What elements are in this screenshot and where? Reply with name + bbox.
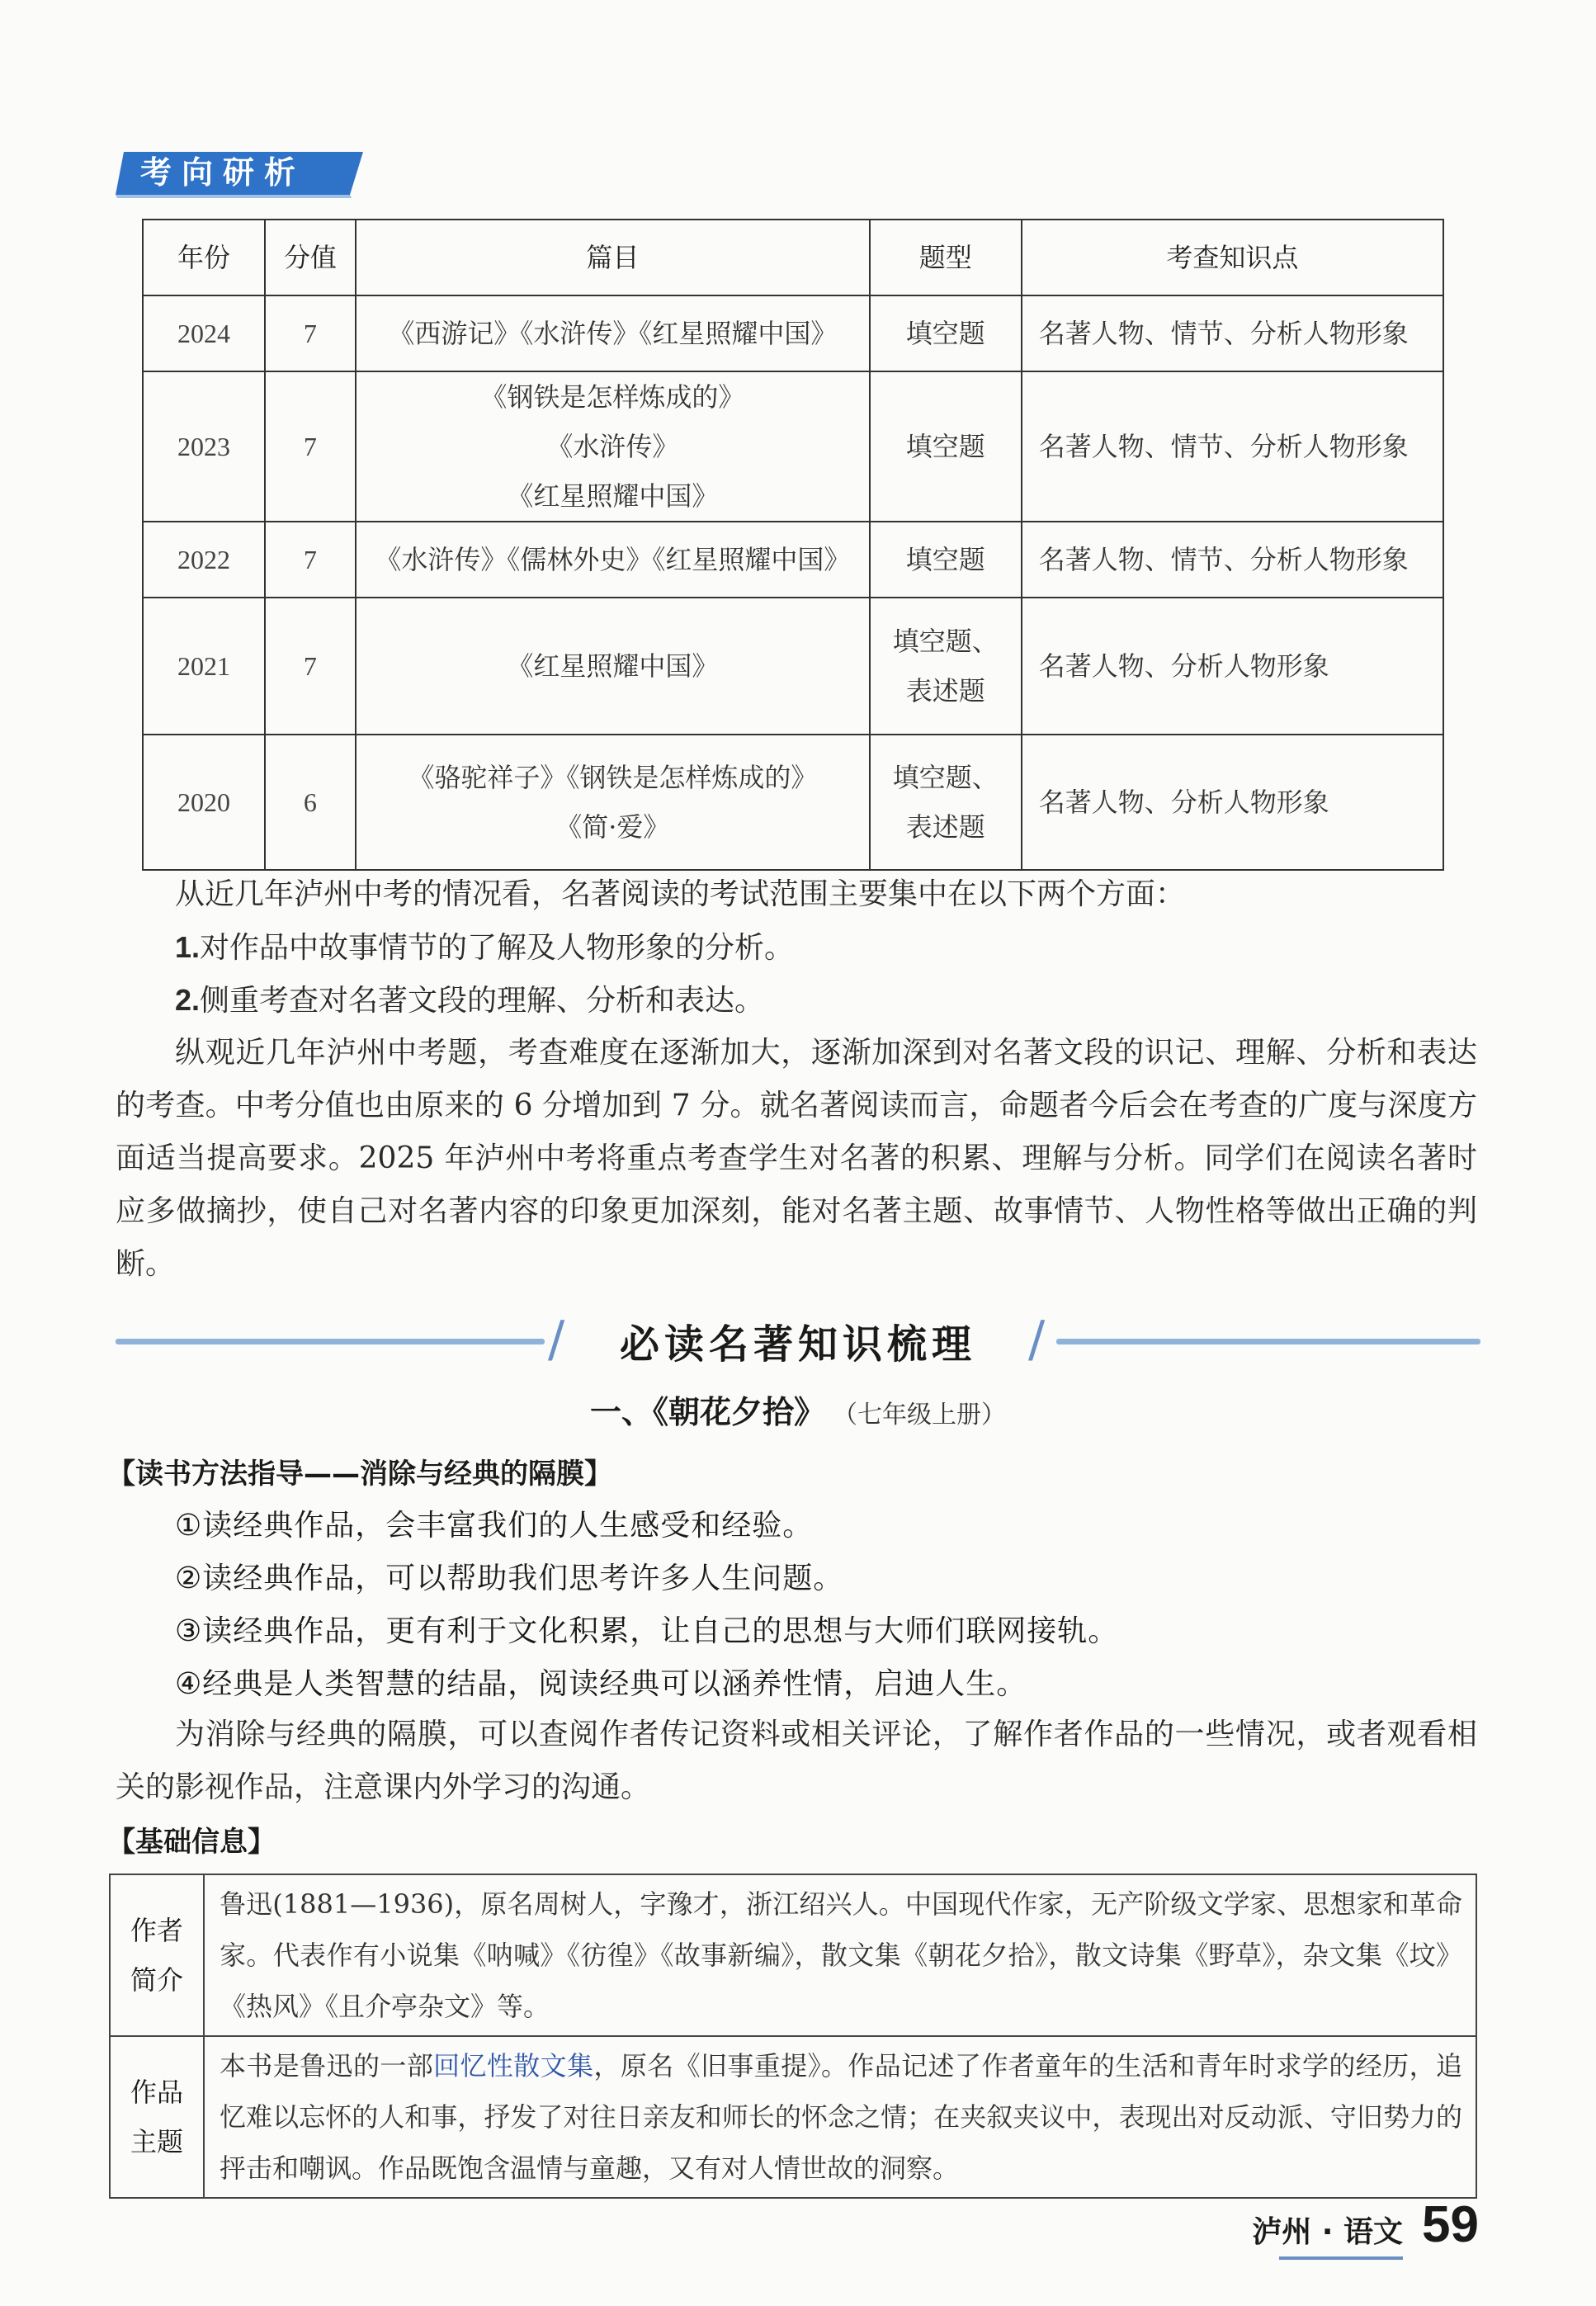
works-cell: [356, 522, 870, 598]
year-cell: 2022: [143, 522, 265, 598]
qtype-cell: [870, 598, 1022, 735]
analysis-point-1: [116, 921, 1477, 975]
qtype-cell: [870, 735, 1022, 870]
points-cell: 名著人物、情节、分析人物形象: [1022, 522, 1443, 598]
header-question-type: 题型: [870, 220, 1022, 295]
qtype-text: 填空题、: [892, 762, 999, 793]
points-cell: 名著人物、情节、分析人物形象: [1022, 295, 1443, 371]
qtype-text: 填空题、: [892, 626, 999, 657]
work-title: 《西游记》《水浒传》《红星照耀中国》: [388, 318, 838, 349]
book-title: [0, 1387, 1596, 1432]
qtype-text: 填空题: [905, 431, 985, 462]
author-intro: 鲁迅(1881—1936)，原名周树人，字豫才，浙江绍兴人。中国现代作家，无产阶级文学家、思想家和革命家。代表作有小说集《呐喊》《彷徨》《故事新编》，散文集《朝花夕拾》，散文诗集《野草》，杂文集《坟》《热风》《且介亭杂文》等。: [204, 1874, 1476, 2036]
analysis-intro: 从近几年泸州中考的情况看，名著阅读的考试范围主要集中在以下两个方面：: [175, 877, 1186, 911]
work-title: 《水浒传》: [546, 431, 679, 462]
qtype-cell: [870, 522, 1022, 598]
analysis-summary: 纵观近几年泸州中考题，考查难度在逐渐加大，逐渐加深到对名著文段的识记、理解、分析和表达的考查。中考分值也由原来的 6 分增加到 7 分。就名著阅读而言，命题者今后会在考查的广度与深度方面适当提高要求。2025 年泸州中考将重点考查学生对名著的积累、理解与分析。同学们在阅读名著时应多做摘抄，使自己对名著内容的印象更加深刻，能对名著主题、故事情节、人物性格等做出正确的判断。: [116, 1036, 1477, 1281]
method-item: ②读经典作品，可以帮助我们思考许多人生问题。: [175, 1562, 844, 1595]
book-grade: （七年级上册）: [845, 1401, 1006, 1429]
section-tag-label: 考向研析: [140, 154, 306, 191]
section-tag: [116, 147, 363, 198]
work-title: 《红星照耀中国》: [507, 480, 719, 512]
point-text: 对作品中故事情节的了解及人物形象的分析。: [200, 931, 795, 965]
point-number: 1.: [175, 930, 201, 964]
banner-slash-right: /: [1028, 1311, 1046, 1368]
work-title: 《简·爱》: [555, 811, 670, 843]
header-knowledge-points: 考查知识点: [1022, 220, 1443, 295]
page-footer: [1149, 2195, 1479, 2261]
qtype-cell: [870, 371, 1022, 522]
label-line: 作者: [130, 1915, 183, 1946]
method-item: ①读经典作品，会丰富我们的人生感受和经验。: [175, 1509, 814, 1543]
footer-label: 泸州 · 语文: [1252, 2215, 1403, 2249]
label-line: 主题: [130, 2126, 183, 2157]
qtype-text: 填空题: [905, 544, 985, 575]
exam-analysis-table: [142, 219, 1444, 871]
table-row: [110, 1874, 1476, 2036]
qtype-text: 表述题: [905, 675, 985, 706]
year-cell: 2024: [143, 295, 265, 371]
points-cell: 名著人物、分析人物形象: [1022, 598, 1443, 735]
method-item: ④经典是人类智慧的结晶，阅读经典可以涵养性情，启迪人生。: [175, 1667, 1027, 1701]
header-year: 年份: [143, 220, 265, 295]
work-title: 《红星照耀中国》: [507, 650, 719, 682]
header-score: 分值: [265, 220, 356, 295]
method-note: 为消除与经典的隔膜，可以查阅作者传记资料或相关评论，了解作者作品的一些情况，或者观看相关的影视作品，注意课内外学习的沟通。: [116, 1718, 1477, 1804]
footer-underline: [1279, 2256, 1403, 2260]
banner-slash-left: /: [548, 1311, 565, 1368]
qtype-cell: [870, 295, 1022, 371]
work-theme: [204, 2036, 1476, 2198]
method-item: ③读经典作品，更有利于文化积累，让自己的思想与大师们联网接轨。: [175, 1614, 1119, 1648]
score-cell: 6: [265, 735, 356, 870]
section-banner: [116, 1304, 1480, 1378]
year-cell: 2021: [143, 598, 265, 735]
table-row: [143, 598, 1443, 735]
theme-text: 本书是鲁迅的一部: [220, 2050, 434, 2082]
basic-info-table: [109, 1874, 1477, 2199]
work-title: 《水浒传》《儒林外史》《红星照耀中国》: [375, 544, 851, 575]
method-heading: 【读书方法指导——消除与经典的隔膜】: [107, 1458, 612, 1491]
year-cell: 2023: [143, 371, 265, 522]
book-title-text: 一、《朝花夕拾》: [589, 1394, 825, 1430]
works-cell: [356, 295, 870, 371]
theme-text: ，原名《旧事重提》。作品记述了作者童年的生活和青年时求学的经历，追忆难以忘怀的人和事，抒发了对往日亲友和师长的怀念之情；在夹叙夹议中，表现出对反动派、守旧势力的抨击和嘲讽。作品既饱含温情与童趣，又有对人情世故的洞察。: [220, 2050, 1462, 2184]
score-cell: 7: [265, 295, 356, 371]
table-row: [143, 522, 1443, 598]
theme-label: [110, 2036, 204, 2198]
year-cell: 2020: [143, 735, 265, 870]
label-line: 作品: [130, 2077, 183, 2108]
score-cell: 7: [265, 522, 356, 598]
works-cell: [356, 371, 870, 522]
point-text: 侧重考查对名著文段的理解、分析和表达。: [200, 984, 765, 1018]
qtype-text: 填空题: [905, 318, 985, 349]
banner-title: 必读名著知识梳理: [619, 1321, 976, 1368]
table-row: [143, 295, 1443, 371]
points-cell: 名著人物、分析人物形象: [1022, 735, 1443, 870]
qtype-text: 表述题: [905, 811, 985, 843]
work-title: 《骆驼祥子》《钢铁是怎样炼成的》: [408, 762, 818, 793]
banner-line-right: [1056, 1339, 1480, 1344]
point-number: 2.: [175, 983, 201, 1017]
table-row: [143, 735, 1443, 870]
work-title: 《钢铁是怎样炼成的》: [480, 381, 745, 413]
basic-info-heading: 【基础信息】: [107, 1826, 276, 1859]
header-works: 篇目: [356, 220, 870, 295]
table-header-row: [143, 220, 1443, 295]
works-cell: [356, 598, 870, 735]
table-row: [143, 371, 1443, 522]
author-label: [110, 1874, 204, 2036]
analysis-point-2: [116, 974, 1477, 1028]
score-cell: 7: [265, 598, 356, 735]
label-line: 简介: [130, 1964, 183, 1996]
table-row: [110, 2036, 1476, 2198]
theme-highlight: 回忆性散文集: [433, 2050, 594, 2082]
points-cell: 名著人物、情节、分析人物形象: [1022, 371, 1443, 522]
score-cell: 7: [265, 371, 356, 522]
works-cell: [356, 735, 870, 870]
page-number: 59: [1422, 2196, 1479, 2253]
